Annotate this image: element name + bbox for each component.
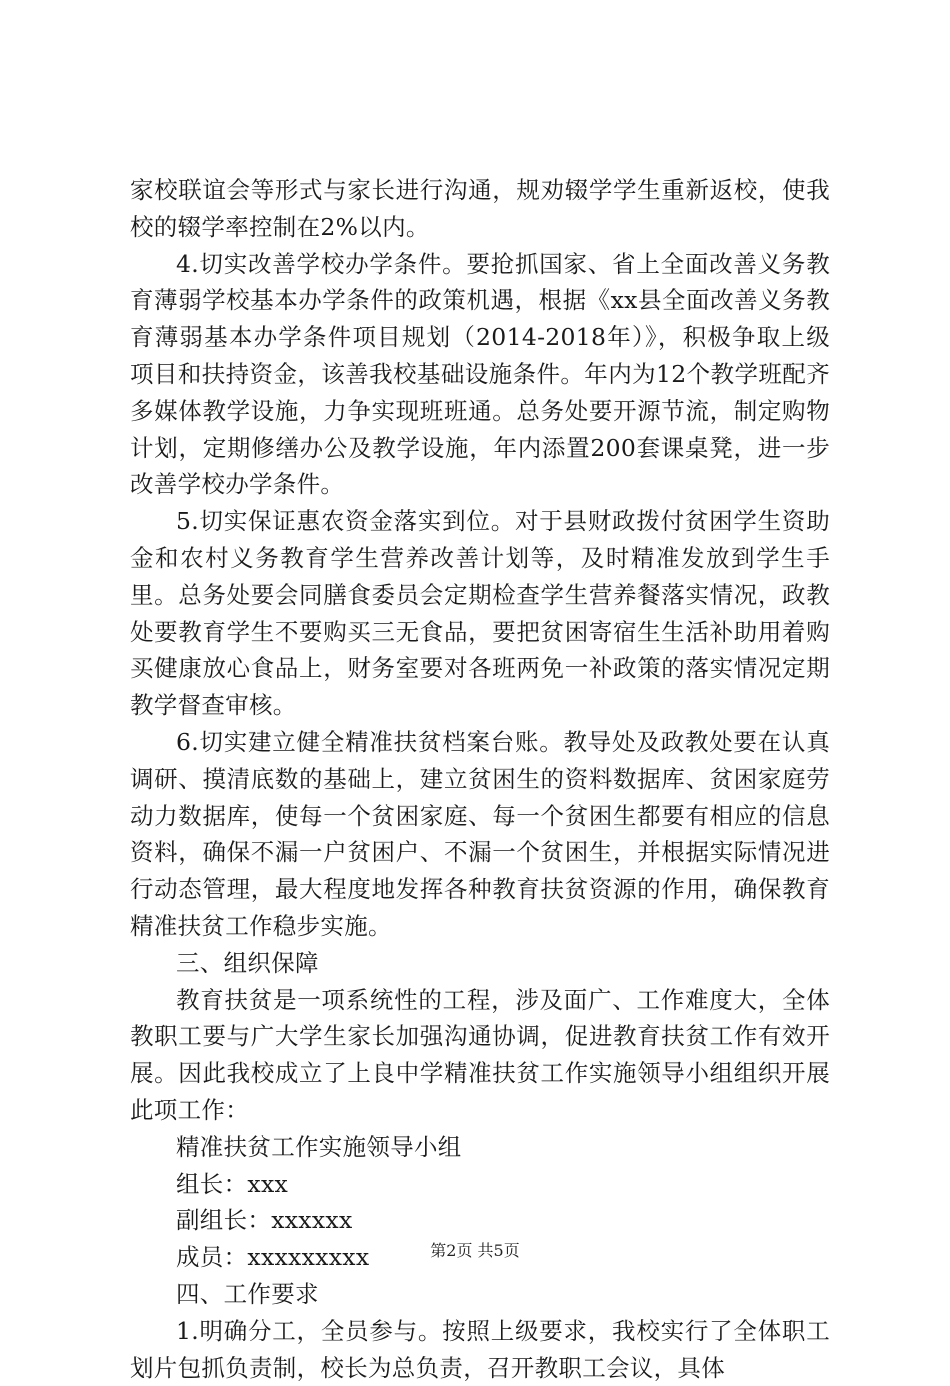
paragraph-organization: 教育扶贫是一项系统性的工程，涉及面广、工作难度大，全体教职工要与广大学生家长加强沟通协调，促进教育扶贫工作有效开展。因此我校成立了上良中学精准扶贫工作实施领导小组组织开展此项工作： xyxy=(130,985,830,1124)
group-title: 精准扶贫工作实施领导小组 xyxy=(176,1132,462,1161)
group-leader: 组长：xxx xyxy=(176,1169,289,1198)
page-footer: 第2页 共5页 xyxy=(430,1241,520,1260)
document-body xyxy=(130,172,830,1386)
group-deputy-leader: 副组长：xxxxxx xyxy=(176,1206,353,1235)
paragraph-requirement-1: 1.明确分工，全员参与。按照上级要求，我校实行了全体职工划片包抓负责制，校长为总负责，召开教职工会议，具体 xyxy=(130,1316,830,1382)
section-heading-organization: 三、组织保障 xyxy=(176,948,319,977)
paragraph-item-4: 4.切实改善学校办学条件。要抢抓国家、省上全面改善义务教育薄弱学校基本办学条件的政策机遇，根据《xx县全面改善义务教育薄弱基本办学条件项目规划（2014-2018年）》，积极争取上级项目和扶持资金，该善我校基础设施条件。年内为12个教学班配齐多媒体教学设施，力争实现班班通。总务处要开源节流，制定购物计划，定期修缮办公及教学设施，年内添置200套课桌凳，进一步改善学校办学条件。 xyxy=(130,249,830,499)
paragraph-item-6: 6.切实建立健全精准扶贫档案台账。教导处及政教处要在认真调研、摸清底数的基础上，建立贫困生的资料数据库、贫困家庭劳动力数据库，使每一个贫困家庭、每一个贫困生都要有相应的信息资料，确保不漏一户贫困户、不漏一个贫困生，并根据实际情况进行动态管理，最大程度地发挥各种教育扶贫资源的作用，确保教育精准扶贫工作稳步实施。 xyxy=(130,727,830,940)
group-members: 成员：xxxxxxxxx xyxy=(176,1243,370,1272)
section-heading-requirements: 四、工作要求 xyxy=(176,1279,319,1308)
paragraph-item-5: 5.切实保证惠农资金落实到位。对于县财政拨付贫困学生资助金和农村义务教育学生营养改善计划等，及时精准发放到学生手里。总务处要会同膳食委员会定期检查学生营养餐落实情况，政教处要教育学生不要购买三无食品，要把贫困寄宿生生活补助用着购买健康放心食品上，财务室要对各班两免一补政策的落实情况定期教学督查审核。 xyxy=(130,507,830,720)
paragraph-continuation: 家校联谊会等形式与家长进行沟通，规劝辍学学生重新返校，使我校的辍学率控制在2%以内。 xyxy=(130,176,830,241)
